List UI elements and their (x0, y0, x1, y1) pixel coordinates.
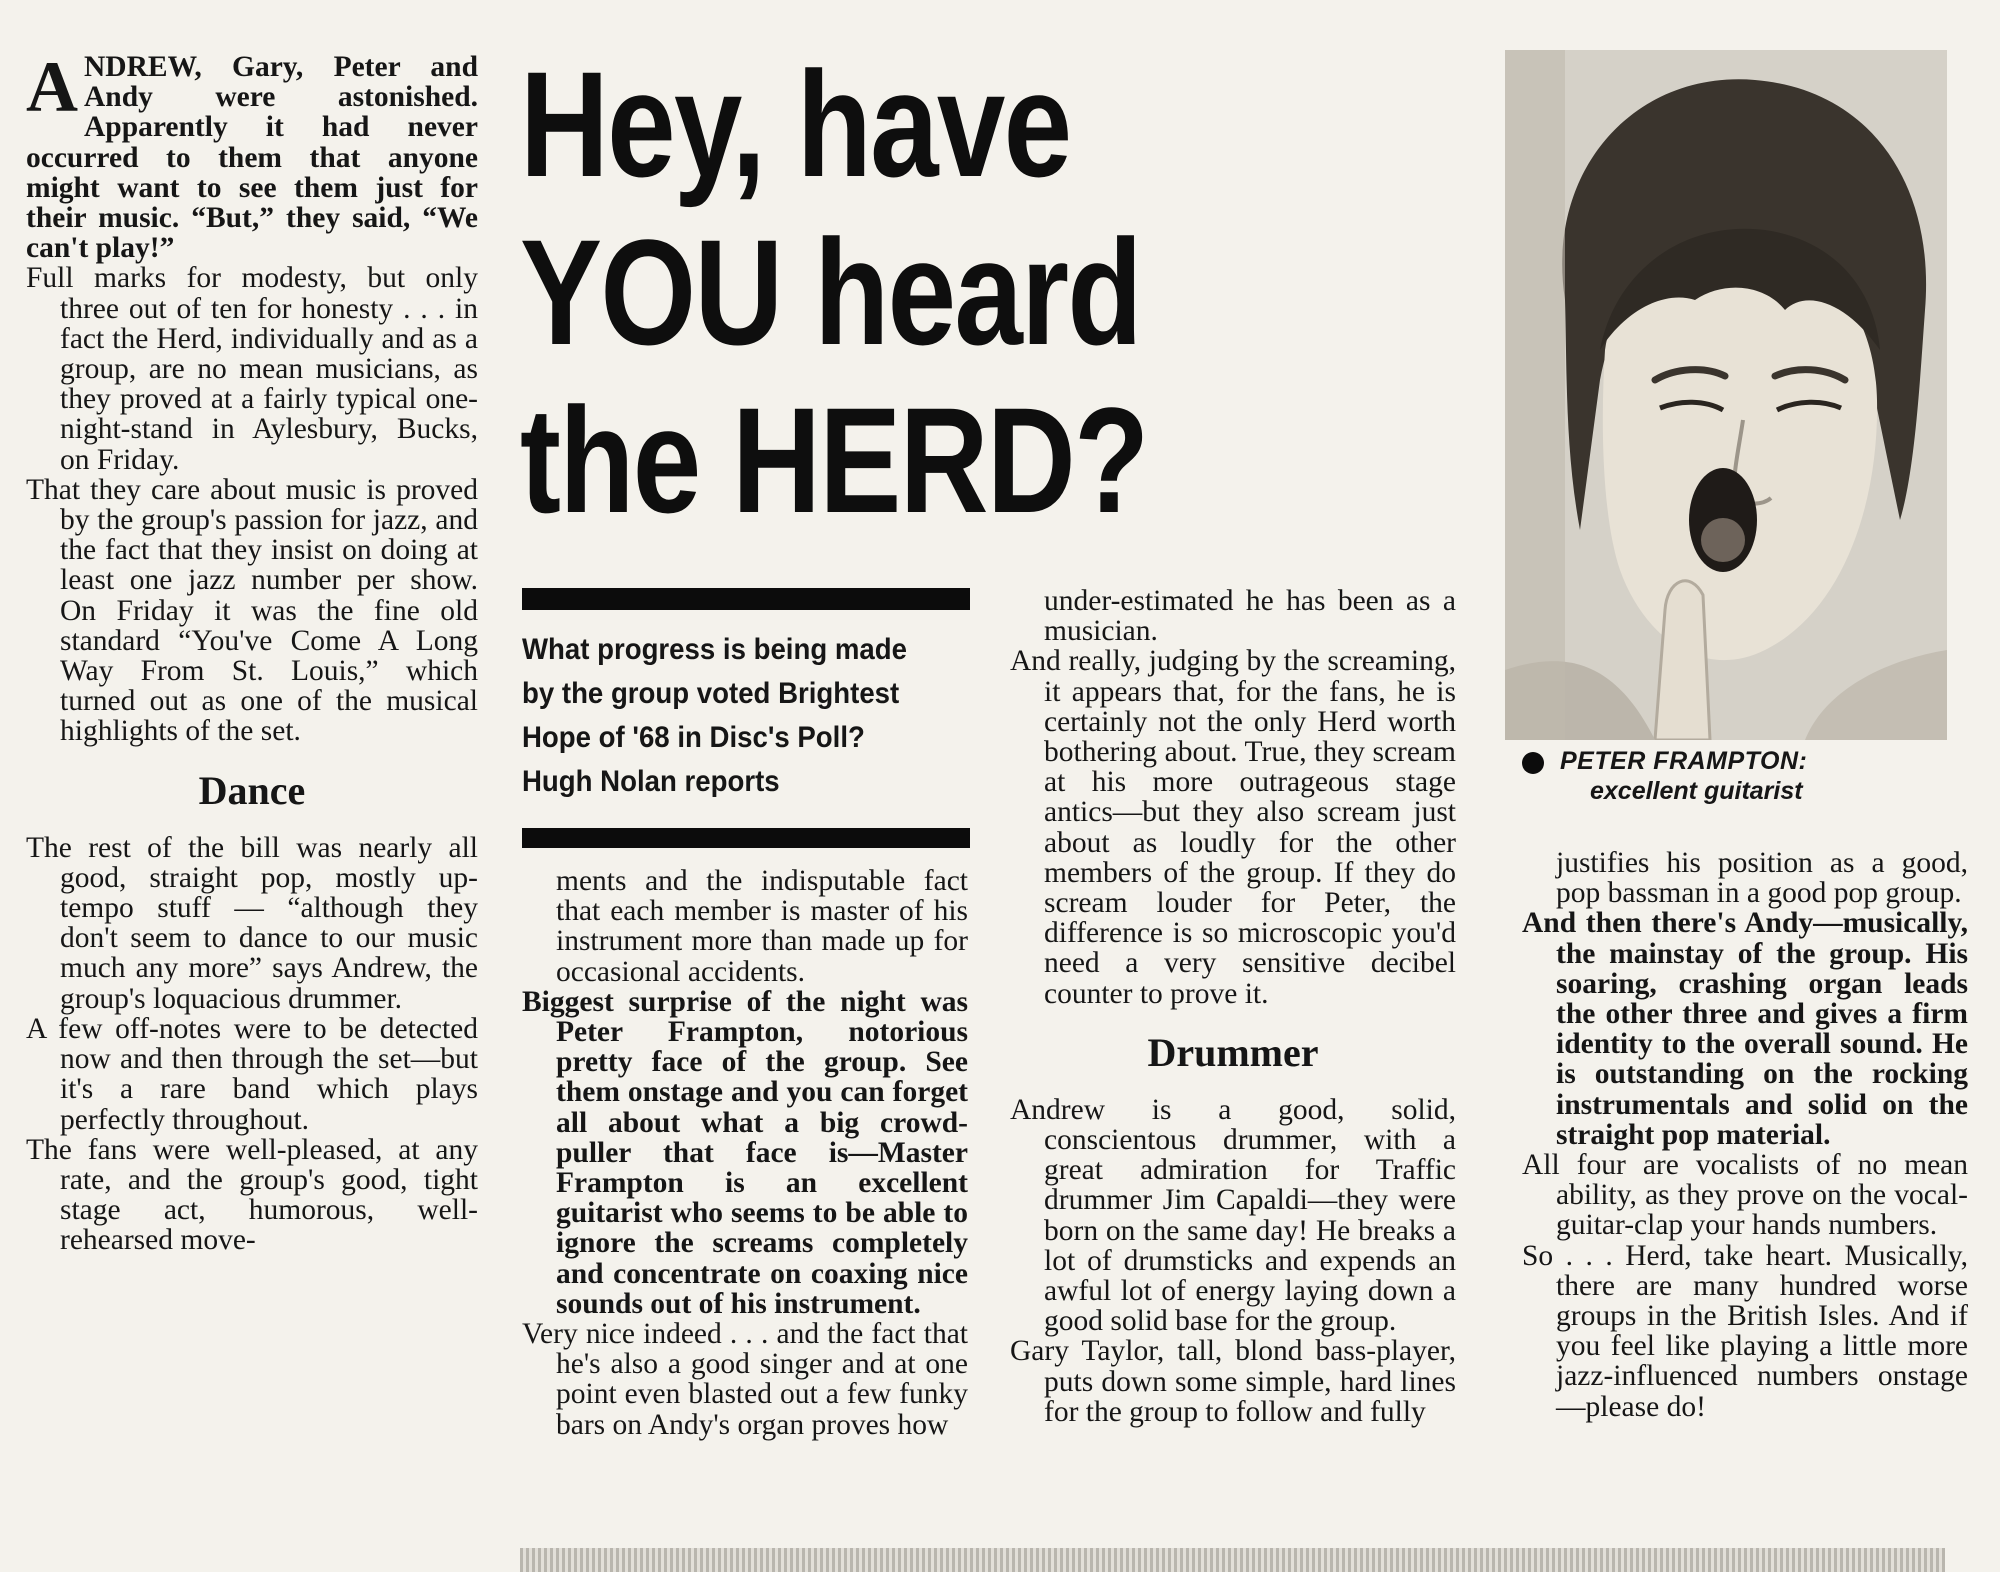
subheading-drummer: Drummer (1147, 1029, 1319, 1075)
paragraph: under-estimated he has been as a musician. (1044, 585, 1456, 648)
paragraph: The rest of the bill was nearly all good, straight pop, mostly up-tempo stuff — “although they don't seem to dance to our music much any more” says Andrew, the group's loquacious drummer. (26, 831, 478, 1015)
article-column-3 (1010, 586, 1456, 1427)
article-column-2 (522, 866, 968, 1440)
paragraph: The fans were well-pleased, at any rate, and the group's good, tight stage act, humorous, well-rehearsed move- (26, 1133, 478, 1257)
lead-text: NDREW, Gary, Peter and Andy were astonished. Apparently it had never occurred to them that anyone might want to see them just for their music. “But,” they said, “We can't play!” (26, 51, 478, 265)
paragraph: That they care about music is proved by the group's passion for jazz, and the fact that they insist on doing at least one jazz number per show. On Friday it was the fine old standard “You've Come A Long Way From St. Louis,” which turned out as one of the musical highlights of the set. (26, 473, 478, 748)
caption-name: PETER FRAMPTON: (1560, 747, 1808, 775)
paragraph: All four are vocalists of no mean ability, as they prove on the vocal-guitar-clap your hands numbers. (1522, 1149, 1968, 1242)
rule-top (522, 588, 970, 610)
photo-caption (1560, 746, 1960, 806)
bullet-icon (1522, 752, 1544, 774)
bottom-halftone-strip (520, 1548, 1945, 1572)
paragraph: Very nice indeed . . . and the fact that he's also a good singer and at one point even blasted out a few funky bars on Andy's organ proves how (522, 1318, 968, 1441)
lead-paragraph (26, 47, 478, 265)
paragraph: So . . . Herd, take heart. Musically, there are many hundred worse groups in the British Isles. And if you feel like playing a little more jazz-influenced numbers onstage—please do! (1522, 1239, 1968, 1423)
rule-bottom (522, 828, 970, 848)
paragraph: justifies his position as a good, pop bassman in a good pop group. (1556, 847, 1968, 910)
standfirst: What progress is being made by the group voted Brightest Hope of '68 in Disc's Poll? Hugh Nolan reports (522, 633, 907, 798)
headline-line: Hey, have (520, 40, 1071, 208)
subheading-dance: Dance (198, 767, 306, 813)
paragraph: Biggest surprise of the night was Peter Frampton, notorious pretty face of the group. See them onstage and you can forget all about what a big crowd-puller that face is—Master Frampton is an excellent guitarist who seems to be able to ignore the screams completely and concentrate on coaxing nice sounds out of his instrument. (522, 985, 968, 1320)
headline-line: YOU heard (520, 208, 1141, 376)
headline (520, 40, 1258, 544)
paragraph: And really, judging by the screaming, it appears that, for the fans, he is certainly not the only Herd worth bothering about. True, they scream at his more outrageous stage antics—but they also scream just about as loudly for the other members of the group. If they do scream louder for Peter, the difference is so microscopic you'd need a very sensitive decibel counter to prove it. (1010, 645, 1456, 1010)
paragraph: ments and the indisputable fact that each member is master of his instrument more than made up for occasional accidents. (556, 865, 968, 988)
drop-cap: A (26, 47, 78, 127)
article-column-1 (26, 47, 478, 1257)
paragraph: Andrew is a good, solid, conscientous drummer, with a great admiration for Traffic drummer Jim Capaldi—they were born on the same day! He breaks a lot of drumsticks and expends an awful lot of energy laying down a good solid base for the group. (1010, 1093, 1456, 1338)
paragraph: Full marks for modesty, but only three out of ten for honesty . . . in fact the Herd, individually and as a group, are no mean musicians, as they proved at a fairly typical one-night-stand in Aylesbury, Bucks, on Friday. (26, 262, 478, 476)
paragraph: A few off-notes were to be detected now and then through the set—but it's a rare band which plays perfectly throughout. (26, 1012, 478, 1136)
caption-role: excellent guitarist (1590, 777, 1803, 805)
portrait-illustration (1505, 50, 1947, 740)
paragraph: And then there's Andy—musically, the mainstay of the group. His soaring, crashing organ leads the other three and gives a firm identity to the overall sound. He is outstanding on the rocking instrumentals and solid on the straight pop material. (1522, 907, 1968, 1151)
paragraph: Gary Taylor, tall, blond bass-player, puts down some simple, hard lines for the group to follow and fully (1010, 1335, 1456, 1428)
portrait-photo (1505, 50, 1947, 740)
headline-line: the HERD? (520, 376, 1148, 544)
article-column-4 (1522, 848, 1968, 1422)
